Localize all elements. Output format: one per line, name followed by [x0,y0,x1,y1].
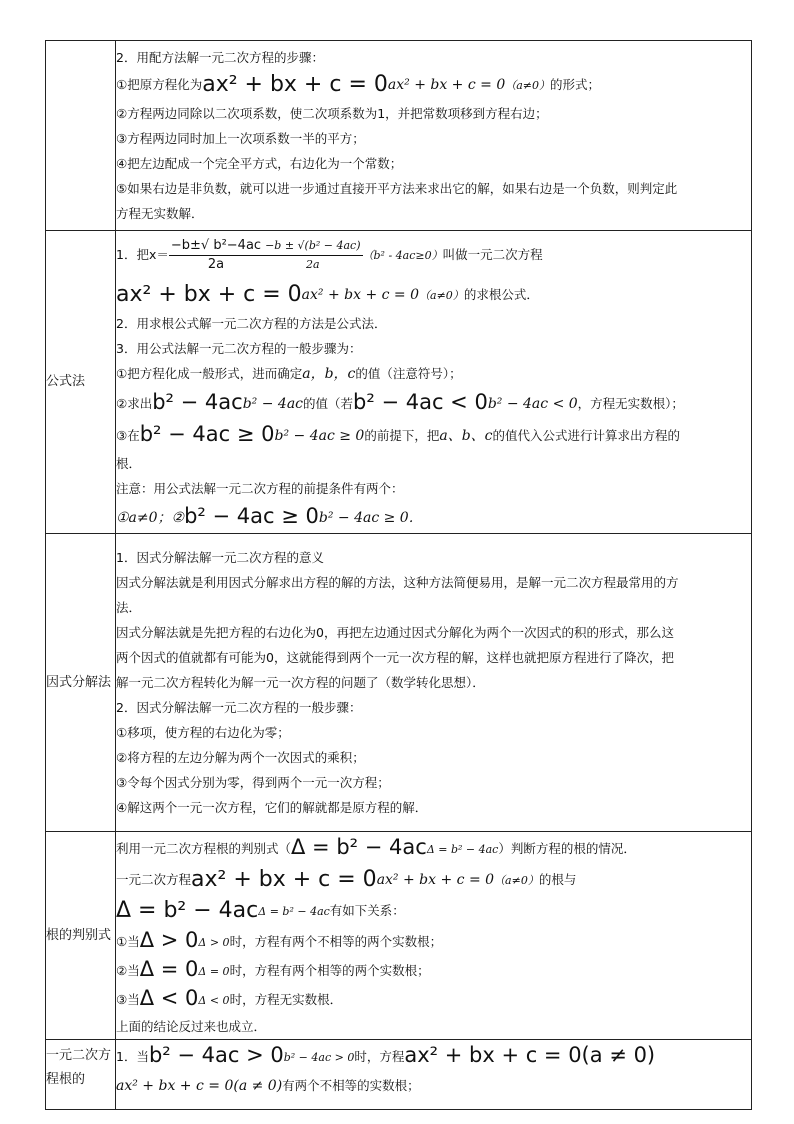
equation-math: ax² + bx + c = 0(a ≠ 0) [116,1078,283,1094]
equation-math: b² − 4ac < 0 [487,396,578,412]
text-line [116,956,751,985]
text-line: 2．用求根公式解一元二次方程的方法是公式法． [116,316,387,331]
text-line: 上面的结论反过来也成立． [116,1019,267,1034]
text-line: 方程无实数解． [116,206,204,221]
row-label: 因式分解法 [46,534,116,832]
equation-math: b² − 4ac ≥ 0． [318,510,423,526]
text-line: ④把左边配成一个完全平方式，右边化为一个常数； [116,156,403,171]
equation-math: b² − 4ac > 0 [283,1051,355,1064]
text-span: ①把方程化成一般形式，进而确定 [116,366,303,381]
condition: （a≠0） [494,874,539,887]
text-line: 注意：用公式法解一元二次方程的前提条件有两个： [116,481,404,496]
row-panbie [46,832,752,1040]
equation-large: b² − 4ac < 0 [353,390,488,414]
text-line: 因式分解法就是利用因式分解求出方程的解的方法，这种方法简便易用，是解一元二次方程最常用的方 [116,575,679,590]
text-span: 时，方程有两个不相等的两个实数根； [229,934,443,949]
equation-large: ax² + bx + c = 0 [191,867,377,892]
condition: （b² - 4ac≥0） [362,249,443,262]
row-label: 一元二次方程根的 [46,1040,116,1110]
fraction-denominator: 2a [207,257,225,272]
text-line: 2．因式分解法解一元二次方程的一般步骤： [116,700,362,715]
text-line: 因式分解法就是先把方程的右边化为0，再把左边通过因式分解化为两个一次因式的积的形式，那么这 [116,625,674,640]
text-span: 的值代入公式进行计算求出方程的 [492,428,681,443]
row-yinshi [46,534,752,832]
text-span: 1．当 [116,1049,149,1064]
text-line: 两个因式的值就都有可能为0，这就能得到两个一元一次方程的解，这样也就把原方程进行了降次，把 [116,650,674,665]
text-span: 利用一元二次方程根的判别式（ [116,841,292,856]
text-span: ，方程无实数根）； [577,396,684,411]
text-span: ②当 [116,963,140,978]
text-span: 的前提下，把 [364,428,440,443]
text-line: 法． [116,600,142,615]
row-peifang [46,41,752,231]
text-span: 的根与 [538,872,577,887]
text-line: 解一元二次方程转化为解一元一次方程的问题了（数学转化思想）． [116,675,485,690]
row-gongshi [46,231,752,534]
equation-large: b² − 4ac > 0 [148,1043,284,1067]
fraction-numerator: −b±√ b²−4ac [169,237,263,256]
text-span: 一元二次方程 [116,872,192,887]
text-span: 时，方程有两个相等的两个实数根； [229,963,430,978]
row-content-yinshi [116,534,752,832]
text-line: ④解这两个一元一次方程，它们的解就都是原方程的解． [116,800,428,815]
equation-large: Δ = 0 [139,957,199,981]
text-line: ③方程两边同时加上一次项系数一半的平方； [116,131,365,146]
text-line [116,70,751,101]
equation-large: Δ < 0 [139,986,199,1010]
equation-math: Δ < 0 [198,994,230,1007]
text-line [116,865,751,896]
row-content-peifang [116,41,752,231]
text-line [116,361,751,387]
text-line: 2．用配方法解一元二次方程的步骤： [116,50,324,65]
text-span: 的形式； [550,77,601,92]
text-span: 的值（若 [303,396,354,411]
variables: a、b、c [439,428,493,444]
text-line [116,387,751,419]
text-line [116,927,751,956]
equation-large: ax² + bx + c = 0 [116,282,302,307]
root-formula-fraction-math [263,237,362,274]
row-content-panbie [116,832,752,1040]
text-span: 时，方程 [354,1049,405,1064]
root-formula-fraction [169,237,263,274]
condition: （a≠0） [419,289,464,302]
text-line: 1．因式分解法解一元二次方程的意义 [116,550,324,565]
text-span: ①当 [116,934,140,949]
text-line [116,501,751,533]
equation-math: Δ = 0 [198,965,230,978]
text-line: ①移项，使方程的右边化为零； [116,725,290,740]
text-span: 有如下关系： [329,903,405,918]
text-span: ③在 [116,428,140,443]
equation-large: Δ = b² − 4ac [291,835,427,859]
text-span: ）判断方程的根的情况． [498,841,636,856]
text-span: ③当 [116,992,140,1007]
row-content-gongshi [116,231,752,534]
fraction-numerator: −b ± √(b² − 4ac) [263,237,362,256]
equation-math: Δ = b² − 4ac [258,905,330,918]
text-span: 的求根公式． [463,287,539,302]
text-span: ②求出 [116,396,153,411]
equation-large: ax² + bx + c = 0 [202,72,388,97]
equation-math: b² − 4ac ≥ 0 [274,428,365,444]
equation-math: b² − 4ac [242,396,304,412]
text-span: ①a≠0；② [116,510,185,526]
equation-large: b² − 4ac [152,390,243,414]
equation-large: b² − 4ac ≥ 0 [139,422,275,446]
text-line: ②将方程的左边分解为两个一次因式的乘积； [116,750,365,765]
row-content-genxi [116,1040,752,1110]
text-line: ⑤如果右边是非负数，就可以进一步通过直接开平方法来求出它的解，如果右边是一个负数，则判定此 [116,181,678,196]
text-line: ③令每个因式分别为零，得到两个一元一次方程； [116,775,390,790]
equation-math: ax² + bx + c = 0 [376,872,495,888]
equation-math: ax² + bx + c = 0 [387,77,506,93]
equation-math: Δ = b² − 4ac [426,843,499,856]
text-span: 的值（注意符号）； [355,366,462,381]
fraction-denominator: 2a [306,258,320,271]
equation-large: ax² + bx + c = 0(a ≠ 0) [404,1043,656,1067]
method-table [45,40,752,1110]
equation-math: ax² + bx + c = 0 [301,287,420,303]
text-span: 叫做一元二次方程 [442,247,543,262]
text-line: 根． [116,456,142,471]
text-line [116,419,751,451]
row-genxi [46,1040,752,1110]
text-line [116,231,751,280]
equation-math: Δ > 0 [198,936,230,949]
text-line [116,1073,751,1099]
text-line [116,985,751,1014]
text-span: ①把原方程化为 [116,77,203,92]
text-line [116,832,751,865]
row-label: 根的判别式 [46,832,116,1040]
text-line: ②方程两边同除以二次项系数，使二次项系数为1，并把常数项移到方程右边； [116,106,548,121]
text-line [116,1040,751,1073]
row-label: 公式法 [46,231,116,534]
variables: a，b，c [302,366,356,382]
equation-large: Δ > 0 [139,928,199,952]
text-line [116,896,751,927]
text-span: 1．把x＝ [116,247,169,262]
row-label-empty [46,41,116,231]
text-line [116,280,751,311]
equation-large: b² − 4ac ≥ 0 [184,504,319,528]
condition: （a≠0） [505,79,551,92]
text-span: 时，方程无实数根． [229,992,343,1007]
text-span: 有两个不相等的实数根； [282,1078,420,1093]
text-line: 3．用公式法解一元二次方程的一般步骤为： [116,341,362,356]
equation-large: Δ = b² − 4ac [116,898,259,923]
